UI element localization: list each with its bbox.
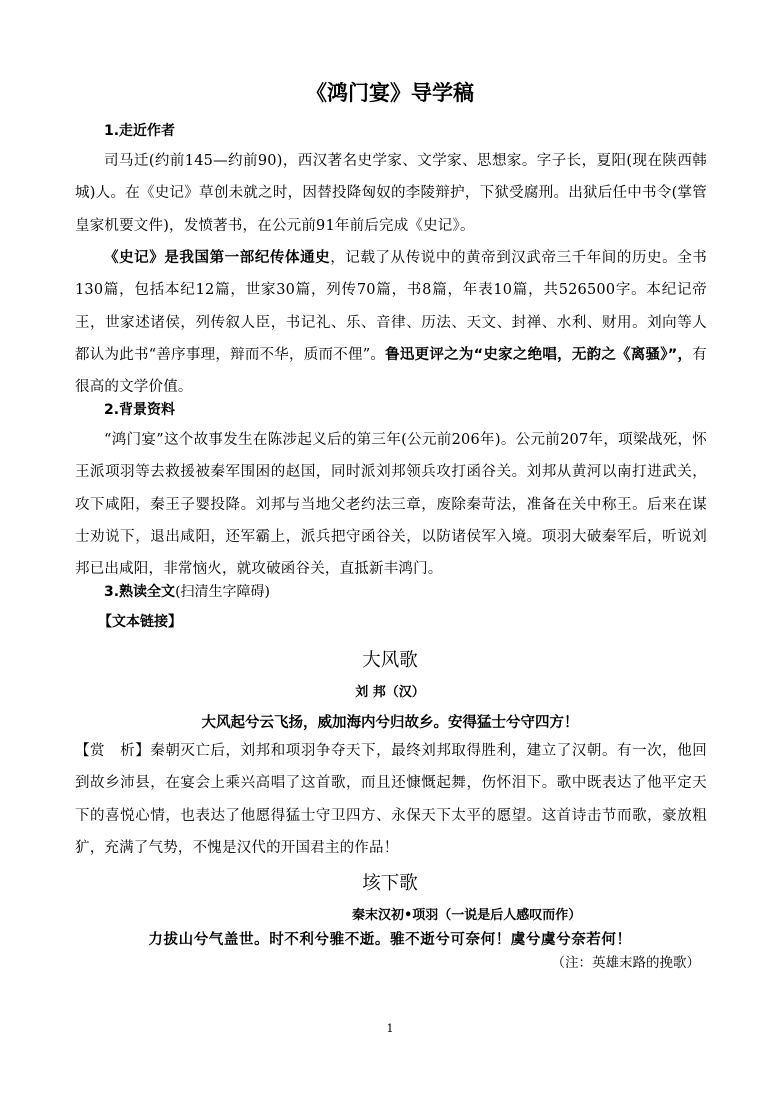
shiji-bold-statement: 《史记》是我国第一部纪传体通史	[104, 250, 331, 266]
section1-heading: 1.走近作者	[104, 123, 176, 139]
poem2-text: 力拔山兮气盖世。时不利兮骓不逝。骓不逝兮可奈何！虞兮虞兮奈若何！	[148, 932, 632, 948]
page-title: 《鸿门宴》导学稿	[306, 81, 474, 105]
appreciation-label: 【赏 析】	[75, 743, 151, 759]
appreciation-paragraph	[75, 735, 707, 864]
section3-heading-note: (扫清生字障碍)	[175, 584, 270, 600]
poem2-title: 垓下歌	[362, 873, 418, 894]
background-paragraph	[75, 424, 707, 585]
text-link-label: 【文本链接】	[98, 614, 182, 630]
poem1-text: 大风起兮云飞扬，威加海内兮归故乡。安得猛士兮守四方！	[201, 715, 579, 731]
shiji-ending: 有很高的文学价值。	[75, 346, 707, 396]
poem1-title: 大风歌	[362, 650, 418, 671]
appreciation-text: 秦朝灭亡后，刘邦和项羽争夺天下，最终刘邦取得胜利，建立了汉朝。有一次，他回到故乡沛县，在宴会上乘兴高唱了这首歌，而且还慷慨起舞，伤怀泪下。歌中既表达了他平定天下的喜悦心情，也表达了他愿得猛士守卫四方、永保天下太平的愿望。这首诗击节而歌，豪放粗犷，充满了气势，不愧是汉代的开国君主的作品！	[75, 743, 707, 856]
poem1-author: 刘 邦（汉）	[355, 685, 425, 700]
poem2-note: （注：英雄末路的挽歌）	[551, 955, 700, 971]
author-intro-paragraph	[75, 145, 707, 242]
page-number: 1	[386, 1022, 394, 1035]
poem2-author: 秦末汉初•项羽（一说是后人感叹而作）	[352, 908, 582, 923]
section3-heading	[104, 582, 270, 602]
luxun-quote: 鲁迅更评之为“史家之绝唱，无韵之《离骚》”，	[385, 346, 693, 363]
shiji-paragraph	[75, 242, 707, 403]
section3-heading-bold: 3.熟读全文	[104, 584, 176, 600]
shiji-text: ，记载了从传说中的黄帝到汉武帝三千年间的历史。全书130篇，包括本纪12篇，世家30篇，列传70篇，书8篇，年表10篇，共526500字。本纪记帝王，世家述诸侯，列传叙人臣，书记礼、乐、音律、历法、天文、封禅、水利、财用。刘向等人都认为此书“善序事理，辩而不华，质而不俚”。	[75, 250, 708, 363]
background-text: “鸿门宴”这个故事发生在陈涉起义后的第三年(公元前206年)。公元前207年，项梁战死，怀王派项羽等去救援被秦军围困的赵国，同时派刘邦领兵攻打函谷关。刘邦从黄河以南打进武关，攻下咸阳，秦王子婴投降。刘邦与当地父老约法三章，废除秦苛法，准备在关中称王。后来在谋士劝说下，退出咸阳，还军霸上，派兵把守函谷关，以防诸侯军入境。项羽大破秦军后，听说刘邦已出咸阳，非常恼火，就攻破函谷关，直抵新丰鸿门。	[75, 432, 707, 578]
section2-heading: 2.背景资料	[104, 402, 176, 418]
author-intro-text: 司马迁(约前145—约前90)，西汉著名史学家、文学家、思想家。字子长，夏阳(现在陕西韩城)人。在《史记》草创未就之时，因替投降匈奴的李陵辩护，下狱受腐刑。出狱后任中书令(掌管皇家机要文件)，发愤著书，在公元前91年前后完成《史记》。	[75, 153, 707, 234]
